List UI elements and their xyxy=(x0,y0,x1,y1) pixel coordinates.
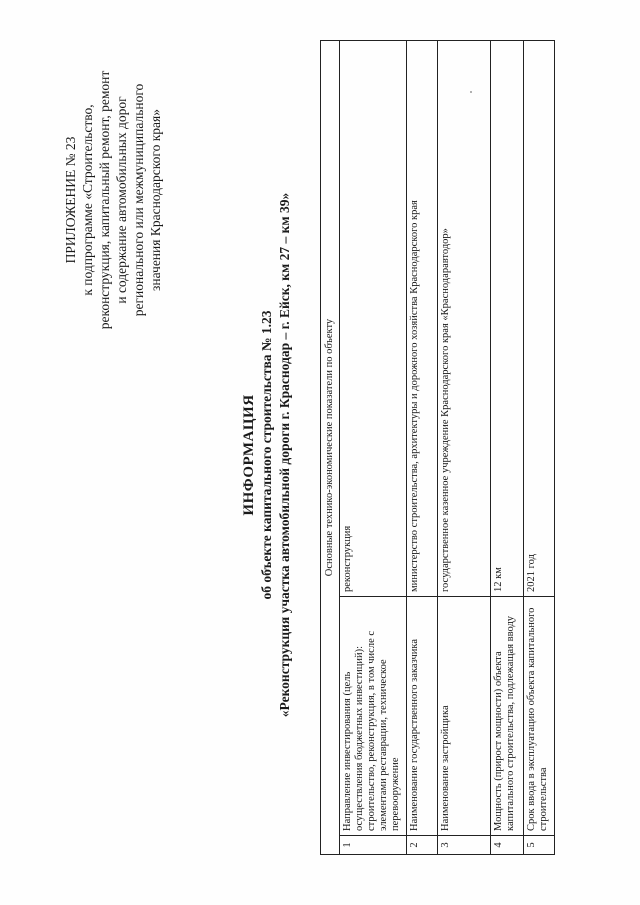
row-name: Наименование государственного заказчика xyxy=(407,597,438,836)
title-heading: ИНФОРМАЦИЯ xyxy=(241,394,257,516)
row-name: Наименование застройщика xyxy=(438,597,491,836)
table-row xyxy=(491,41,524,855)
appendix-line: к подпрограмме «Строительство, xyxy=(80,104,95,296)
appendix-line: регионального или межмуниципального xyxy=(131,83,146,317)
row-number: 5 xyxy=(524,836,555,855)
title-object: «Реконструкция участка автомобильной дороги г. Краснодар – г. Ейск, км 27 – км 39» xyxy=(277,192,292,718)
row-number: 1 xyxy=(340,836,407,855)
table-header: Основные технико-экономические показатели по объекту xyxy=(321,41,340,855)
row-name: Срок ввода в эксплуатацию объекта капитального строительства xyxy=(524,597,555,836)
row-value: 2021 год xyxy=(524,41,555,597)
row-value: 12 км xyxy=(491,41,524,597)
title-subheading: об объекте капитального строительства № 1.23 xyxy=(259,310,274,600)
appendix-note xyxy=(62,55,164,345)
indicators-table xyxy=(320,40,555,855)
appendix-line: ПРИЛОЖЕНИЕ № 23 xyxy=(63,136,78,264)
row-value: министерство строительства, архитектуры и дорожного хозяйства Краснодарского края xyxy=(407,41,438,597)
scan-speck xyxy=(470,91,472,93)
document-title xyxy=(240,105,294,805)
table-row xyxy=(407,41,438,855)
table-row xyxy=(340,41,407,855)
appendix-line: и содержание автомобильных дорог xyxy=(114,96,129,304)
row-value: реконструкция xyxy=(340,41,407,597)
table-row xyxy=(438,41,491,855)
row-number: 3 xyxy=(438,836,491,855)
table-row xyxy=(524,41,555,855)
appendix-line: значения Краснодарского края» xyxy=(148,109,163,291)
row-number: 2 xyxy=(407,836,438,855)
row-value: государственное казенное учреждение Краснодарского края «Краснодаравтодор» xyxy=(438,41,491,597)
row-number: 4 xyxy=(491,836,524,855)
table-header-row xyxy=(321,41,340,855)
row-name: Мощность (прирост мощности) объекта капитального строительства, подлежащая вводу xyxy=(491,597,524,836)
row-name: Направление инвестирования (цель осуществления бюджетных инвестиций): строительство, реконструкция, в том числе с элементами реставрации, техническое перевооружение xyxy=(340,597,407,836)
appendix-line: реконструкция, капитальный ремонт, ремонт xyxy=(97,70,112,330)
